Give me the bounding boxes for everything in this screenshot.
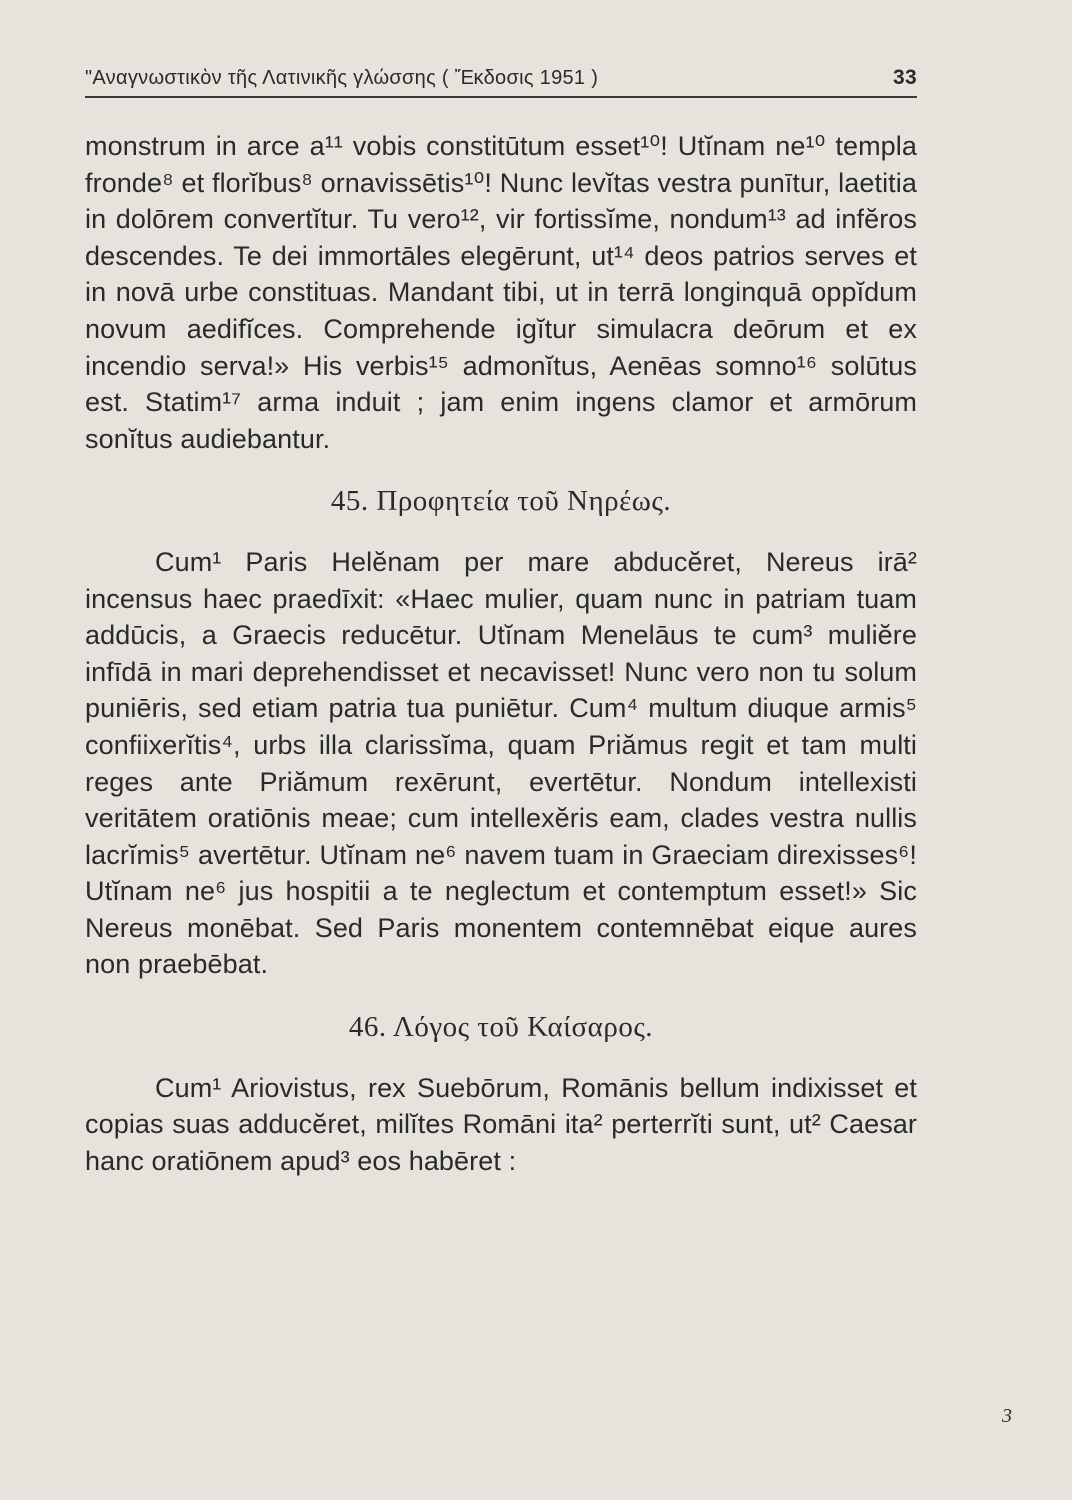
signature-mark: 3 <box>1002 1405 1012 1427</box>
running-header <box>85 62 917 98</box>
running-title: "Αναγνωστικὸν τῆς Λατινικῆς γλώσσης ( Ἔκδοσις 1951 ) <box>85 67 599 89</box>
page-body <box>85 128 917 1179</box>
section-text-46: Cum¹ Ariovistus, rex Suebōrum, Romānis bellum indixisset et copias suas adducĕret, milĭtes Romāni ita² perterrĭti sunt, ut² Caesar hanc oratiōnem apud³ eos habēret : <box>85 1072 917 1176</box>
section-text-45: Cum¹ Paris Helĕnam per mare abducĕret, Nereus irā² incensus haec praedīxit: «Haec mulier, quam nunc in patriam tuam addūcis, a Graecis reducētur. Utĭnam Menelāus te cum³ muliĕre infīdā in mari deprehendisset et necavisset! Nunc vero non tu solum puniēris, sed etiam patria tua puniētur. Cum⁴ multum diuque armis⁵ confiixerĭtis⁴, urbs illa clarissĭma, quam Priămus regit et tam multi reges ante Priămum rexērunt, evertētur. Nondum intellexisti veritātem oratiōnis meae; cum intellexĕris eam, clades vestra nullis lacrĭmis⁵ avertētur. Utĭnam ne⁶ navem tuam in Graeciam direxisses⁶! Utĭnam ne⁶ jus hospitii a te neglectum et contemptum esset!» Sic Nereus monēbat. Sed Paris monentem contemnēbat eique aures non praebēbat. <box>85 546 917 980</box>
section-title-46: 46. Λόγος τοῦ Καίσαρος. <box>348 1011 654 1044</box>
book-page <box>85 62 917 1482</box>
page-number: 33 <box>893 66 917 89</box>
paragraph-continuation: monstrum in arce a¹¹ vobis constitūtum esset¹⁰! Utĭnam ne¹⁰ templa fronde⁸ et florĭbus⁸ ornavissētis¹⁰! Nunc levĭtas vestra punītur, laetitia in dolōrem convertĭtur. Tu vero¹², vir fortissĭme, nondum¹³ ad infĕros descendes. Te dei immortāles elegērunt, ut¹⁴ deos patrios serves et in novā urbe constituas. Mandant tibi, ut in terrā longinquā oppĭdum novum aedifĭces. Comprehende igĭtur simulacra deōrum et ex incendio serva!» His verbis¹⁵ admonĭtus, Aenēas somno¹⁶ solūtus est. Statim¹⁷ arma induit ; jam enim ingens clamor et armōrum sonĭtus audiebantur. <box>85 131 917 454</box>
section-title-45: 45. Προφητεία τοῦ Νηρέως. <box>330 485 672 518</box>
